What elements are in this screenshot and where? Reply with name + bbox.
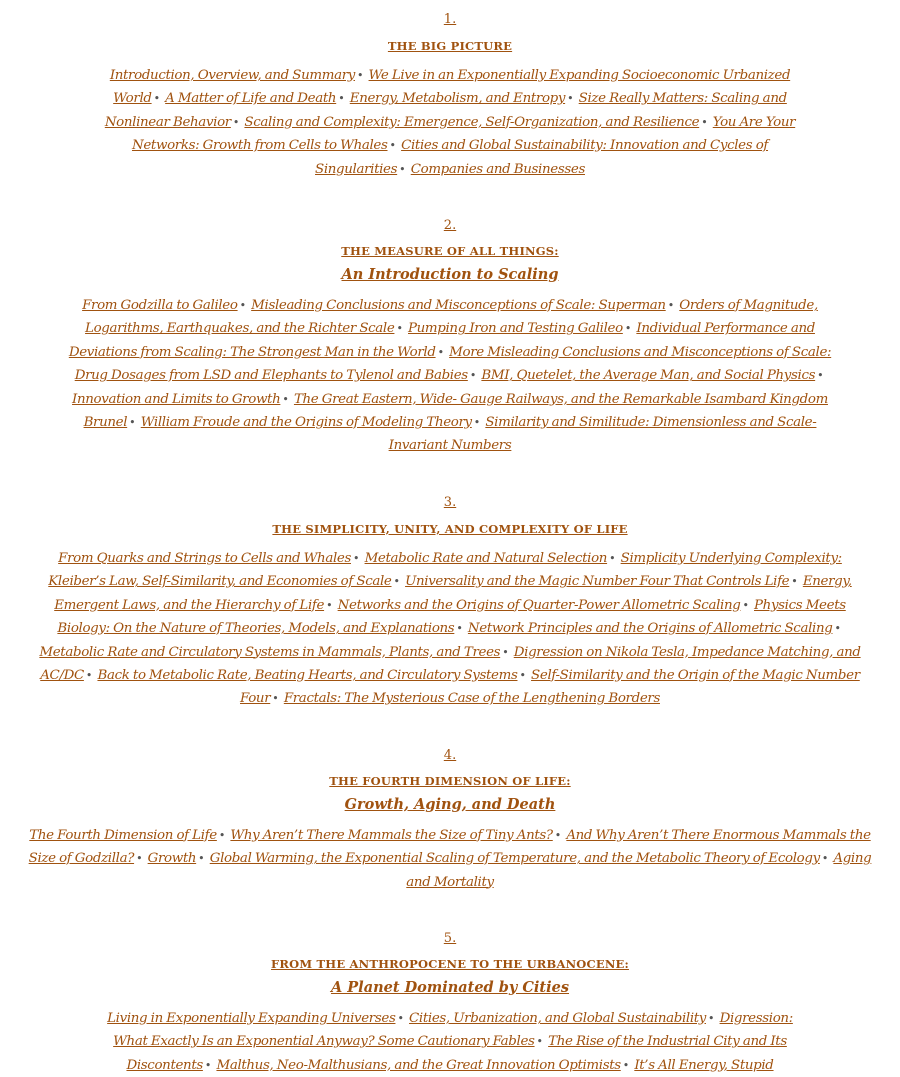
chapter-title[interactable]: THE FOURTH DIMENSION OF LIFE: (329, 773, 571, 788)
separator-dot: • (272, 692, 279, 706)
separator-dot: • (554, 828, 561, 842)
section-link[interactable]: A Matter of Life and Death (165, 91, 337, 107)
separator-dot: • (85, 668, 93, 682)
section-link[interactable]: Why Aren’t There Mammals the Size of Tiny Ants? (230, 827, 553, 843)
section-link[interactable]: Physics Meets Biology: On the Nature of Theories, Models, and Explanations (57, 597, 846, 637)
section-link[interactable]: Universality and the Magic Number Four That Controls Life (405, 574, 790, 590)
separator-dot: • (701, 115, 708, 129)
separator-dot: • (389, 139, 396, 153)
section-link[interactable]: Similarity and Similitude: Dimensionless and Scale-Invariant Numbers (388, 415, 817, 454)
chapter-title[interactable]: THE BIG PICTURE (387, 39, 513, 53)
section-link[interactable]: Digression on Nikola Tesla, Impedance Matching, and AC/DC (40, 644, 861, 683)
chapter-1 (0, 0, 900, 181)
separator-dot: • (622, 1058, 629, 1072)
section-link[interactable]: Introduction, Overview, and Summary (109, 68, 355, 83)
section-link[interactable]: Size Really Matters: Scaling and Nonlinear Behavior (104, 91, 787, 130)
separator-dot: • (456, 622, 463, 636)
chapter-title[interactable]: THE MEASURE OF ALL THINGS: (341, 244, 559, 259)
section-link[interactable]: Metabolic Rate and Circulatory Systems in Mammals, Plants, and Trees (39, 644, 501, 660)
section-link[interactable]: Companies and Businesses (410, 161, 585, 177)
section-list (85, 64, 815, 181)
section-link[interactable]: Digression: What Exactly Is an Exponential Anyway? Some Cautionary Fables (113, 1010, 793, 1050)
separator-dot: • (396, 322, 403, 336)
separator-dot: • (204, 1058, 212, 1072)
section-link[interactable]: Metabolic Rate and Natural Selection (364, 550, 608, 566)
section-link[interactable]: From Godzilla to Galileo (82, 298, 238, 314)
separator-dot: • (393, 575, 400, 589)
separator-dot: • (136, 852, 143, 866)
section-link[interactable]: The Great Eastern, Wide- Gauge Railways, and the Remarkable Isambard Kingdom Brunel (83, 391, 828, 431)
separator-dot: • (356, 69, 364, 82)
separator-dot: • (239, 299, 246, 313)
section-link[interactable]: We Live in an Exponentially Expanding Socioeconomic Urbanized World (113, 68, 791, 107)
separator-dot: • (502, 645, 509, 659)
section-link[interactable]: Simplicity Underlying Complexity: Kleiber’s Law, Self-Similarity, and Economies of Scale (48, 550, 842, 590)
separator-dot: • (129, 416, 136, 430)
section-link[interactable]: BMI, Quetelet, the Average Man, and Social Physics (481, 368, 816, 384)
section-list (100, 1007, 800, 1077)
section-link[interactable]: Misleading Conclusions and Misconceptions of Scale: Superman (251, 298, 666, 314)
section-link[interactable]: Fractals: The Mysterious Case of the Lengthening Borders (283, 691, 660, 707)
chapter-subtitle[interactable]: Growth, Aging, and Death (344, 795, 556, 813)
section-link[interactable]: Networks and the Origins of Quarter-Power Allometric Scaling (337, 597, 741, 613)
chapter-number[interactable]: 3. (443, 494, 457, 510)
separator-dot: • (198, 852, 205, 866)
chapter-number[interactable]: 1. (443, 12, 457, 27)
separator-dot: • (708, 1011, 715, 1025)
section-link[interactable]: Pumping Iron and Testing Galileo (408, 321, 623, 337)
separator-dot: • (567, 92, 574, 106)
section-link[interactable]: From Quarks and Strings to Cells and Whales (58, 550, 351, 566)
separator-dot: • (817, 369, 824, 383)
section-list (60, 294, 840, 458)
section-link[interactable]: Back to Metabolic Rate, Beating Hearts, and Circulatory Systems (97, 667, 518, 683)
separator-dot: • (821, 852, 828, 866)
separator-dot: • (519, 668, 526, 682)
section-list (30, 547, 870, 711)
section-link[interactable]: And Why Aren’t There Enormous Mammals the Size of Godzilla? (28, 827, 871, 867)
chapter-title[interactable]: FROM THE ANTHROPOCENE TO THE URBANOCENE: (271, 956, 629, 971)
chapter-number[interactable]: 5. (443, 930, 457, 946)
section-link[interactable]: Network Principles and the Origins of Allometric Scaling (467, 621, 833, 637)
section-link[interactable]: Global Warming, the Exponential Scaling of Temperature, and the Metabolic Theory of Ecology (209, 851, 820, 867)
section-link[interactable]: Cities and Global Sustainability: Innovation and Cycles of Singularities (315, 138, 769, 177)
section-link[interactable]: It’s All Energy, Stupid (634, 1057, 774, 1073)
section-link[interactable]: Energy, Emergent Laws, and the Hierarchy of Life (54, 574, 852, 613)
section-link[interactable]: Malthus, Neo-Malthusians, and the Great Innovation Optimists (216, 1057, 621, 1073)
section-link[interactable]: Living in Exponentially Expanding Universes (107, 1010, 396, 1026)
separator-dot: • (667, 299, 674, 313)
section-link[interactable]: Growth (147, 851, 197, 867)
separator-dot: • (791, 575, 798, 589)
separator-dot: • (353, 551, 360, 565)
section-link[interactable]: Energy, Metabolism, and Entropy (349, 91, 566, 107)
separator-dot: • (742, 598, 749, 612)
separator-dot: • (536, 1035, 543, 1049)
section-link[interactable]: The Fourth Dimension of Life (29, 827, 217, 843)
separator-dot: • (834, 622, 841, 636)
chapter-number[interactable]: 4. (443, 747, 457, 763)
section-link[interactable]: William Froude and the Origins of Modeling Theory (140, 415, 472, 431)
chapter-5 (0, 894, 900, 1077)
separator-dot: • (473, 416, 480, 430)
separator-dot: • (624, 322, 631, 336)
section-link[interactable]: You Are Your Networks: Growth from Cells to Whales (131, 114, 796, 154)
separator-dot: • (609, 551, 616, 565)
chapter-subtitle[interactable]: A Planet Dominated by Cities (330, 978, 570, 996)
separator-dot: • (437, 345, 444, 359)
section-list (25, 824, 875, 894)
section-link[interactable]: Orders of Magnitude, Logarithms, Earthquakes, and the Richter Scale (85, 298, 818, 337)
chapter-number[interactable]: 2. (443, 218, 457, 234)
separator-dot: • (153, 92, 160, 106)
separator-dot: • (326, 598, 333, 612)
chapter-subtitle[interactable]: An Introduction to Scaling (341, 266, 559, 284)
section-link[interactable]: Self-Similarity and the Origin of the Magic Number Four (240, 667, 860, 707)
section-link[interactable]: Aging and Mortality (406, 851, 872, 890)
section-link[interactable]: Individual Performance and Deviations from Scaling: The Strongest Man in the World (68, 321, 815, 360)
section-link[interactable]: Cities, Urbanization, and Global Sustainability (409, 1010, 706, 1026)
section-link[interactable]: Scaling and Complexity: Emergence, Self-Organization, and Resilience (244, 114, 700, 130)
chapter-2 (0, 181, 900, 458)
separator-dot: • (218, 828, 225, 842)
separator-dot: • (397, 1011, 404, 1025)
chapter-3 (0, 458, 900, 711)
section-link[interactable]: The Rise of the Industrial City and Its Discontents (126, 1034, 787, 1073)
separator-dot: • (282, 392, 289, 406)
separator-dot: • (399, 162, 406, 176)
separator-dot: • (232, 115, 239, 129)
chapter-4 (0, 711, 900, 894)
separator-dot: • (338, 92, 345, 106)
chapter-title[interactable]: THE SIMPLICITY, UNITY, AND COMPLEXITY OF LIFE (272, 521, 628, 536)
section-link[interactable]: More Misleading Conclusions and Misconceptions of Scale: Drug Dosages from LSD and Elephants to Tylenol and Babies (74, 344, 832, 384)
section-link[interactable]: Innovation and Limits to Growth (72, 391, 281, 407)
separator-dot: • (469, 369, 476, 383)
